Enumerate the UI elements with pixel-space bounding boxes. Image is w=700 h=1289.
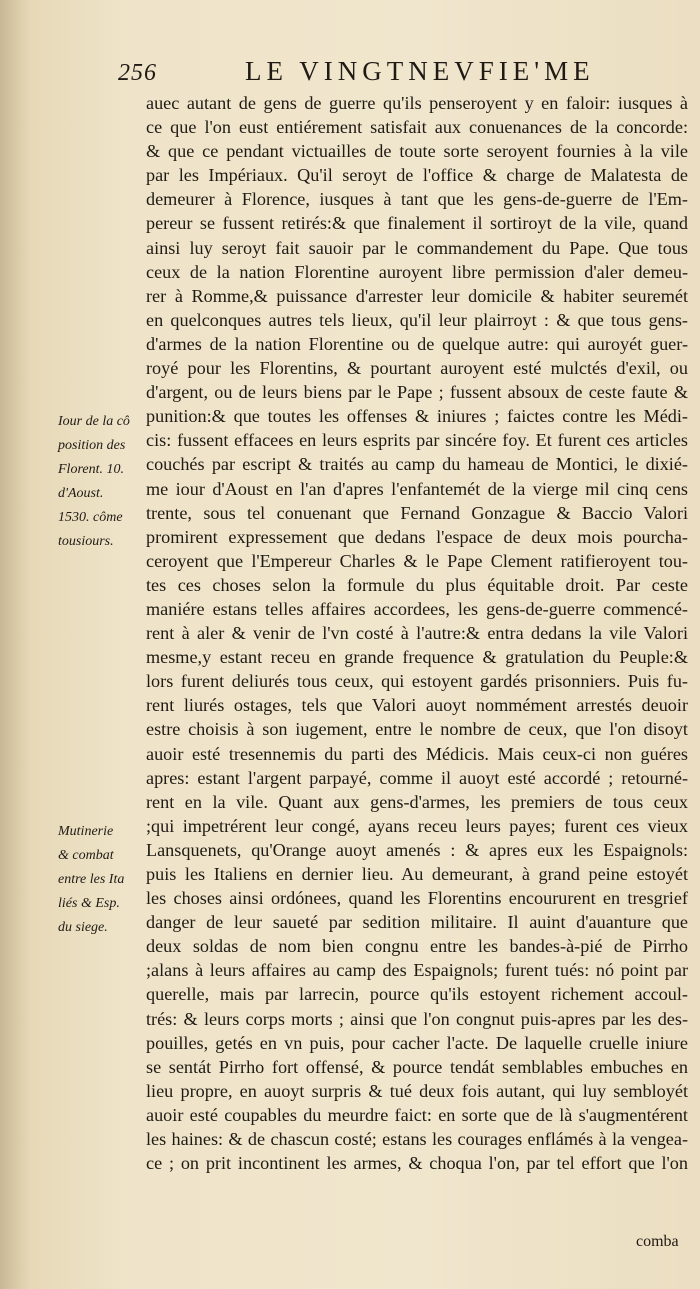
body-line: d'armes de la nation Florentine ou de quelque autre: qui auroyét guer- xyxy=(146,333,688,354)
page-number: 256 xyxy=(118,60,157,86)
marginal-note-line: entre les Ita xyxy=(58,872,125,888)
body-line: couchés par escript & traités au camp du hameau de Montici, le dixié- xyxy=(146,454,688,475)
body-line: demeurer à Florence, iusques à tant que les gens-de-guerre de l'Em- xyxy=(146,189,688,210)
marginal-note-line: d'Aoust. xyxy=(58,486,104,502)
body-line: royé pour les Florentins, & pourtant auroyent esté mulctés d'exil, ou xyxy=(146,358,688,379)
body-line: cis: fussent effacees en leurs esprits par sincére foy. Et furent ces articles xyxy=(146,430,688,451)
catchword: comba xyxy=(636,1233,679,1250)
body-line: ce que l'on eust entiérement satisfait aux conuenances de la concorde: xyxy=(146,117,688,138)
marginal-note-line: Florent. 10. xyxy=(58,462,124,478)
body-line: rer à Romme,& puissance d'arrester leur domicile & habiter seuremét xyxy=(146,285,688,306)
body-line: querelle, mais par larrecin, pource qu'ils estoyent richement accoul- xyxy=(146,984,688,1005)
body-line: trente, sous tel conuenant que Fernand Gonzague & Baccio Valori xyxy=(146,502,688,523)
body-line: danger de leur saueté par sedition militaire. Il auint d'auanture que xyxy=(146,912,688,933)
marginal-note-line: & combat xyxy=(58,848,114,864)
body-line: puis les Italiens en dernier lieu. Au demeurant, à grand peine estoyét xyxy=(146,864,688,884)
body-line: se sentát Pirrho fort offensé, & pource tendát semblables embuches en xyxy=(146,1056,688,1077)
body-text xyxy=(146,91,688,1175)
body-line: les haines: & de chascun costé; estans les courages enflámés à la vengea- xyxy=(146,1129,688,1150)
body-line: maniére estans telles affaires accordees, les gens-de-guerre commencé- xyxy=(146,598,688,619)
body-line: deux soldas de nom bien congnu entre les bandes-à-pié de Pirrho xyxy=(146,936,688,957)
marginal-note-line: tousiours. xyxy=(58,534,114,550)
marginal-note-line: Iour de la cô xyxy=(58,414,130,429)
body-line: auoir esté tresennemis du parti des Médicis. Mais ceux-ci non guéres xyxy=(146,743,688,764)
body-line: pouilles, getés en vn puis, pour cacher l'acte. De laquelle cruelle iniure xyxy=(146,1032,688,1053)
marginal-note-line: Mutinerie xyxy=(58,824,114,839)
body-line: auec autant de gens de guerre qu'ils penseroyent y en faloir: iusques à xyxy=(146,93,688,113)
body-line: lors furent deliurés tous ceux, qui estoyent gardés prisonniers. Puis fu- xyxy=(146,671,688,692)
body-line: mesme,y estant receu en grande frequence & gratulation du Peuple:& xyxy=(146,647,688,668)
marginal-note-line: du siege. xyxy=(58,920,108,936)
body-line: pereur se fussent retirés:& que finalement il sortiroyt de la vile, quand xyxy=(146,213,688,234)
body-line: apres: estant l'argent parpayé, comme il auoyt esté accordé ; retourné- xyxy=(146,767,688,788)
body-line: auoir esté coupables du meurdre faict: en sorte que de là s'augmentérent xyxy=(146,1104,688,1125)
body-line: ceroyent que l'Empereur Charles & le Pape Clement ratifieroyent tou- xyxy=(146,550,688,571)
body-line: ce ; on prit incontinent les armes, & choqua l'on, par tel effort que l'on xyxy=(146,1153,688,1174)
body-line: ainsi luy seroyt fait sauoir par le commandement du Pape. Que tous xyxy=(146,237,688,258)
body-line: rent liurés ostages, tels que Valori auoyt nommément arrestés deuoir xyxy=(146,695,688,716)
body-line: ;alans à leurs affaires au camp des Espaignols; furent tués: nó point par xyxy=(146,960,688,981)
body-line: en quelconques autres tels lieux, qu'il leur plairroyt : & que tous gens- xyxy=(146,309,688,330)
body-line: les choses ainsi ordónees, quand les Florentins encoururent en tresgrief xyxy=(146,888,688,909)
marginal-note-line: 1530. côme xyxy=(58,510,123,526)
body-line: ;qui impetrérent leur congé, ayans receu leurs payes; furent ces vieux xyxy=(146,815,688,836)
page-header xyxy=(110,54,680,90)
body-line: lieu propre, en auoyt surpris & tué deux fois autant, qui luy sembloyét xyxy=(146,1080,688,1101)
running-head: LE VINGTNEVFIE'ME xyxy=(245,56,595,86)
body-line: par les Impériaux. Qu'il seroyt de l'office & charge de Malatesta de xyxy=(146,165,688,186)
body-line: trés: & leurs corps morts ; ainsi que l'on congnut puis-apres par les des- xyxy=(146,1008,688,1029)
body-line: d'argent, ou de leurs biens par le Pape ; fussent absoux de ceste faute & xyxy=(146,382,688,403)
body-line: & que ce pendant victuailles de toute sorte seroyent fournies à la vile xyxy=(146,141,688,162)
body-line: me iour d'Aoust en l'an d'apres l'enfantemét de la vierge mil cinq cens xyxy=(146,478,688,499)
marginal-note-mutiny xyxy=(58,820,142,940)
body-line: punition:& que toutes les offenses & iniures ; faictes contre les Médi- xyxy=(146,406,688,427)
marginal-note-line: position des xyxy=(58,438,126,454)
body-line: Lansquenets, qu'Orange auoyt amenés : & apres eux les Espaignols: xyxy=(146,839,688,860)
body-line: ceux de la nation Florentine auroyent libre permission d'aler demeu- xyxy=(146,261,688,282)
body-line: rent en la vile. Quant aux gens-d'armes, les premiers de tous ceux xyxy=(146,791,688,812)
body-line: estre choisis à son iugement, entre le nombre de ceux, que l'on disoyt xyxy=(146,719,688,740)
page-gutter-shadow xyxy=(0,0,30,1289)
marginal-note-line: liés & Esp. xyxy=(58,896,120,912)
marginal-note-date xyxy=(58,410,142,555)
body-line: tes ces choses selon la formule du plus équitable droit. Par ceste xyxy=(146,574,688,595)
body-line: rent à aler & venir de l'vn costé à l'autre:& entra dedans la vile Valori xyxy=(146,623,688,644)
body-line: promirent expressement que dedans l'espace de deux mois pourcha- xyxy=(146,526,688,547)
